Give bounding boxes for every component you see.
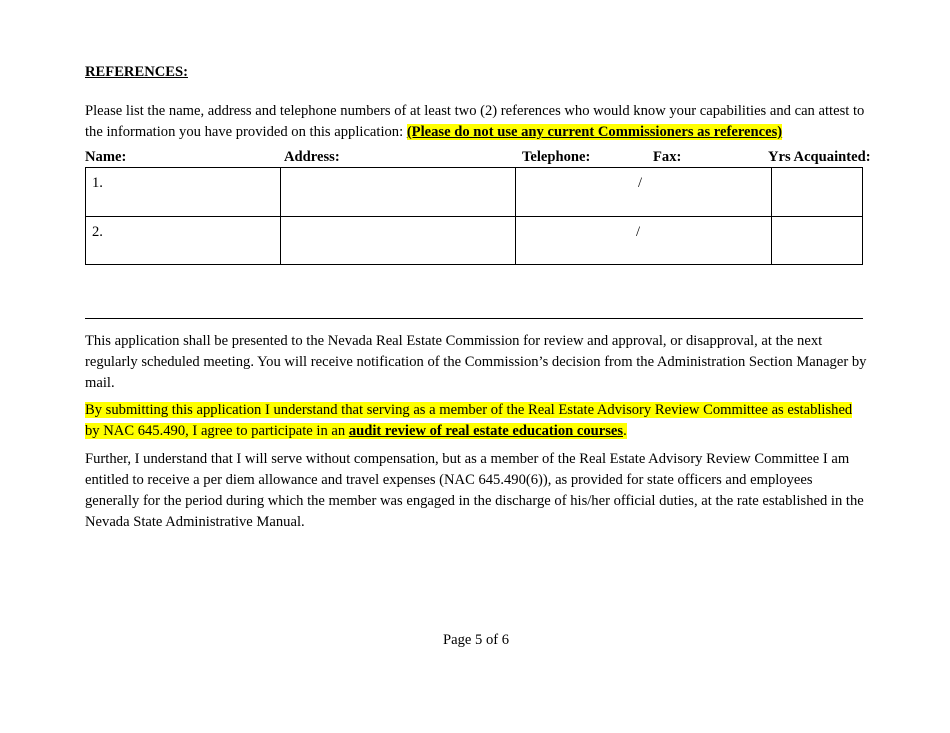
header-telephone: Telephone:: [522, 149, 591, 165]
page-number: Page 5 of 6: [443, 632, 510, 648]
row-1-separator: /: [638, 175, 643, 191]
audit-bold: audit review of real estate education courses: [348, 423, 624, 439]
references-table: [85, 167, 863, 265]
row-2-yrs-field[interactable]: [772, 217, 862, 263]
row-1-number: 1.: [92, 175, 103, 191]
header-address: Address:: [284, 149, 340, 165]
audit-paragraph: [85, 400, 870, 442]
references-heading: REFERENCES:: [85, 64, 188, 80]
row-1-phone-fax-field[interactable]: [516, 168, 771, 216]
header-fax: Fax:: [653, 149, 682, 165]
header-yrs-acquainted: Yrs Acquainted:: [768, 149, 871, 165]
audit-text: By submitting this application I understand that serving as a member of the Real Estate Advisory Review Committee as established by NAC 645.490, I agree to participate in an: [85, 402, 853, 439]
references-intro: [85, 101, 875, 143]
row-2-separator: /: [636, 224, 641, 240]
row-1-name-field[interactable]: [86, 168, 280, 216]
divider: [85, 318, 863, 319]
row-2-number: 2.: [92, 224, 103, 240]
review-paragraph: This application shall be presented to the Nevada Real Estate Commission for review and approval, or disapproval, at the next regularly scheduled meeting. You will receive notification of the Commission’s decision from the Administration Section Manager by mail.: [85, 333, 867, 391]
compensation-paragraph: Further, I understand that I will serve without compensation, but as a member of the Real Estate Advisory Review Committee I am entitled to receive a per diem allowance and travel expenses (NAC 645.490(6)), as provided for state officers and employees generally for the period during which the member was engaged in the discharge of his/her official duties, at the rate established in the Nevada State Administrative Manual.: [85, 451, 864, 530]
row-2-phone-fax-field[interactable]: [516, 217, 771, 263]
audit-end: .: [623, 423, 627, 439]
row-2-name-field[interactable]: [86, 217, 280, 263]
row-2-address-field[interactable]: [281, 217, 515, 263]
header-name: Name:: [85, 149, 127, 165]
intro-text: Please list the name, address and telephone numbers of at least two (2) references who would know your capabilities and can attest to the information you have provided on this application:: [85, 103, 865, 140]
row-1-yrs-field[interactable]: [772, 168, 862, 216]
row-1-address-field[interactable]: [281, 168, 515, 216]
intro-highlight: (Please do not use any current Commissioners as references): [406, 124, 783, 140]
